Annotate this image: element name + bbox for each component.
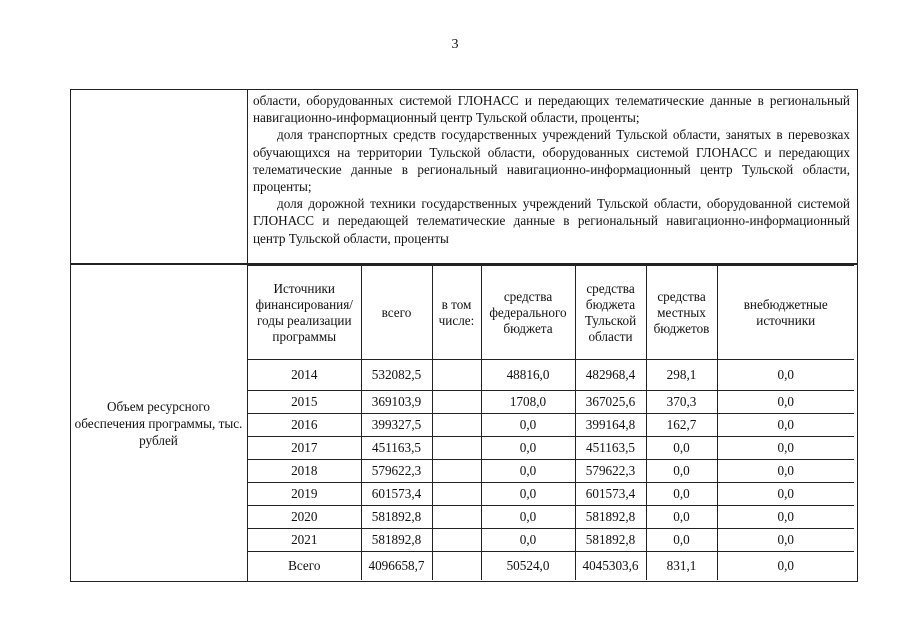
total-cell: 369103,9 [361, 391, 432, 414]
total-cell: 581892,8 [361, 506, 432, 529]
header-total: всего [361, 266, 432, 360]
indicator-paragraph: доля дорожной техники государственных учреждений Тульской области, оборудованной системой ГЛОНАСС и передающей телематические данные в региональный навигационно-информационный центр Тульской области, проценты [253, 196, 850, 246]
total-cell: 581892,8 [361, 529, 432, 552]
federal-cell: 0,0 [481, 460, 575, 483]
extrabudget-cell: 0,0 [717, 552, 854, 581]
total-cell: 579622,3 [361, 460, 432, 483]
table-row [248, 460, 854, 483]
federal-cell: 0,0 [481, 414, 575, 437]
regional-cell: 451163,5 [575, 437, 646, 460]
including-cell [432, 460, 481, 483]
year-cell: 2021 [248, 529, 361, 552]
regional-cell: 482968,4 [575, 360, 646, 391]
page-number: 3 [451, 37, 459, 52]
including-cell [432, 437, 481, 460]
federal-cell: 0,0 [481, 506, 575, 529]
indicator-paragraph: области, оборудованных системой ГЛОНАСС и передающих телематические данные в региональный навигационно-информационный центр Тульской области, проценты; [253, 93, 850, 126]
regional-cell: 367025,6 [575, 391, 646, 414]
extrabudget-cell: 0,0 [717, 391, 854, 414]
extrabudget-cell: 0,0 [717, 483, 854, 506]
year-cell: 2014 [248, 360, 361, 391]
year-cell: 2015 [248, 391, 361, 414]
federal-cell: 0,0 [481, 437, 575, 460]
local-cell: 831,1 [646, 552, 717, 581]
local-cell: 162,7 [646, 414, 717, 437]
header-sources: Источники финансирования/ годы реализации программы [248, 266, 361, 360]
regional-cell: 579622,3 [575, 460, 646, 483]
local-cell: 0,0 [646, 483, 717, 506]
total-label-cell: Всего [248, 552, 361, 581]
extrabudget-cell: 0,0 [717, 506, 854, 529]
header-extrabudget: внебюджетные источники [717, 266, 854, 360]
extrabudget-cell: 0,0 [717, 529, 854, 552]
table-header-row [248, 266, 854, 360]
federal-cell: 0,0 [481, 483, 575, 506]
table-total-row [248, 552, 854, 581]
including-cell [432, 506, 481, 529]
year-cell: 2019 [248, 483, 361, 506]
header-local: средства местных бюджетов [646, 266, 717, 360]
year-cell: 2018 [248, 460, 361, 483]
extrabudget-cell: 0,0 [717, 414, 854, 437]
header-including: в том числе: [432, 266, 481, 360]
including-cell [432, 529, 481, 552]
federal-cell: 48816,0 [481, 360, 575, 391]
year-cell: 2017 [248, 437, 361, 460]
total-cell: 399327,5 [361, 414, 432, 437]
total-cell: 451163,5 [361, 437, 432, 460]
header-federal: средства федерального бюджета [481, 266, 575, 360]
local-cell: 298,1 [646, 360, 717, 391]
regional-cell: 4045303,6 [575, 552, 646, 581]
including-cell [432, 414, 481, 437]
regional-cell: 581892,8 [575, 506, 646, 529]
including-cell [432, 391, 481, 414]
federal-cell: 1708,0 [481, 391, 575, 414]
including-cell [432, 552, 481, 581]
table-row [248, 529, 854, 552]
table-row [248, 437, 854, 460]
regional-cell: 581892,8 [575, 529, 646, 552]
resource-label: Объем ресурсного обеспечения программы, тыс. рублей [74, 399, 243, 448]
local-cell: 0,0 [646, 506, 717, 529]
year-cell: 2020 [248, 506, 361, 529]
regional-cell: 601573,4 [575, 483, 646, 506]
total-cell: 4096658,7 [361, 552, 432, 581]
table-row [248, 506, 854, 529]
local-cell: 0,0 [646, 437, 717, 460]
regional-cell: 399164,8 [575, 414, 646, 437]
local-cell: 0,0 [646, 460, 717, 483]
including-cell [432, 483, 481, 506]
header-regional: средства бюджета Тульской области [575, 266, 646, 360]
total-cell: 532082,5 [361, 360, 432, 391]
indicator-paragraph: доля транспортных средств государственных учреждений Тульской области, занятых в перевозках обучающихся на территории Тульской области, оборудованных системой ГЛОНАСС и передающих телематические данные в региональный навигационно-информационный центр Тульской области, проценты; [253, 127, 850, 195]
extrabudget-cell: 0,0 [717, 437, 854, 460]
federal-cell: 50524,0 [481, 552, 575, 581]
including-cell [432, 360, 481, 391]
federal-cell: 0,0 [481, 529, 575, 552]
table-row [248, 360, 854, 391]
target-indicators-text [253, 92, 850, 247]
local-cell: 0,0 [646, 529, 717, 552]
year-cell: 2016 [248, 414, 361, 437]
extrabudget-cell: 0,0 [717, 360, 854, 391]
table-row [248, 391, 854, 414]
table-row [248, 414, 854, 437]
table-row [248, 483, 854, 506]
finance-table [248, 265, 854, 580]
total-cell: 601573,4 [361, 483, 432, 506]
extrabudget-cell: 0,0 [717, 460, 854, 483]
local-cell: 370,3 [646, 391, 717, 414]
